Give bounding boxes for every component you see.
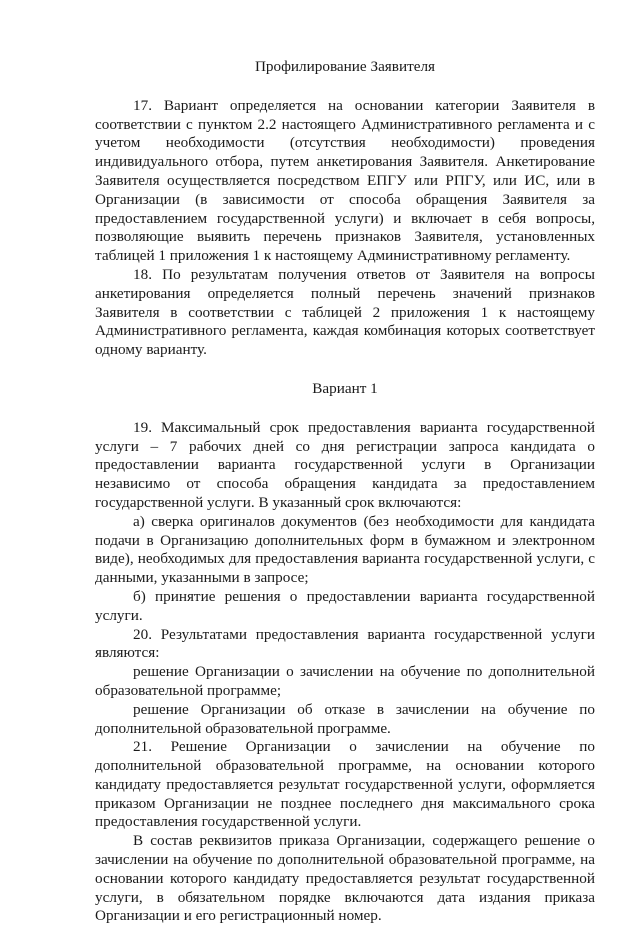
- paragraph-20-item-2: решение Организации об отказе в зачислении на обучение по дополнительной образовательной программе.: [95, 700, 595, 737]
- paragraph-19-a: а) сверка оригиналов документов (без необходимости для кандидата подачи в Организацию дополнительных форм в бумажном и электронном виде), необходимых для предоставления варианта государственной услуги, с данными, указанными в запросе;: [95, 512, 595, 587]
- paragraph-20: 20. Результатами предоставления варианта государственной услуги являются:: [95, 625, 595, 662]
- paragraph-18: 18. По результатам получения ответов от Заявителя на вопросы анкетирования определяется полный перечень значений признаков Заявителя в соответствии с таблицей 2 приложения 1 к настоящему Административного регламента, каждая комбинация которых соответствует одному варианту.: [95, 265, 595, 359]
- paragraph-21: 21. Решение Организации о зачислении на обучение по дополнительной образовательной программе, на основании которого кандидату предоставляется результат государственной услуги, оформляется приказом Организации не позднее последнего дня максимального срока предоставления государственной услуги.: [95, 738, 595, 831]
- paragraph-17: 17. Вариант определяется на основании категории Заявителя в соответствии с пунктом 2.2 настоящего Административного регламента и с учетом необходимости (отсутствия необходимости) проведения индивидуального отбора, путем анкетирования Заявителя. Анкетирование Заявителя осуществляется посредством ЕПГУ или РПГУ, или ИС, или в Организации (в зависимости от способа обращения Заявителя за предоставлением государственной услуги) и включает в себя вопросы, позволяющие выявить перечень признаков Заявителя, установленных таблицей 1 приложения 1 к настоящему Административному регламенту.: [95, 96, 595, 265]
- paragraph-19-b: б) принятие решения о предоставлении варианта государственной услуги.: [95, 587, 595, 624]
- paragraph-21-details: В состав реквизитов приказа Организации, содержащего решение о зачислении на обучение по дополнительной образовательной программе, на основании которого кандидату предоставляется результат государственной услуги, в обязательном порядке включаются дата издания приказа Организации и его регистрационный номер.: [95, 832, 595, 925]
- paragraph-20-item-1: решение Организации о зачислении на обучение по дополнительной образовательной программе;: [95, 663, 595, 699]
- section-heading-profiling: Профилирование Заявителя: [254, 58, 436, 75]
- document-page: [95, 58, 595, 926]
- section-heading-variant-1: Вариант 1: [312, 379, 378, 397]
- paragraph-19: 19. Максимальный срок предоставления варианта государственной услуги – 7 рабочих дней со дня регистрации запроса кандидата о предоставлении варианта государственной услуги в Организации независимо от способа обращения кандидата за предоставлением государственной услуги. В указанный срок включаются:: [95, 418, 595, 511]
